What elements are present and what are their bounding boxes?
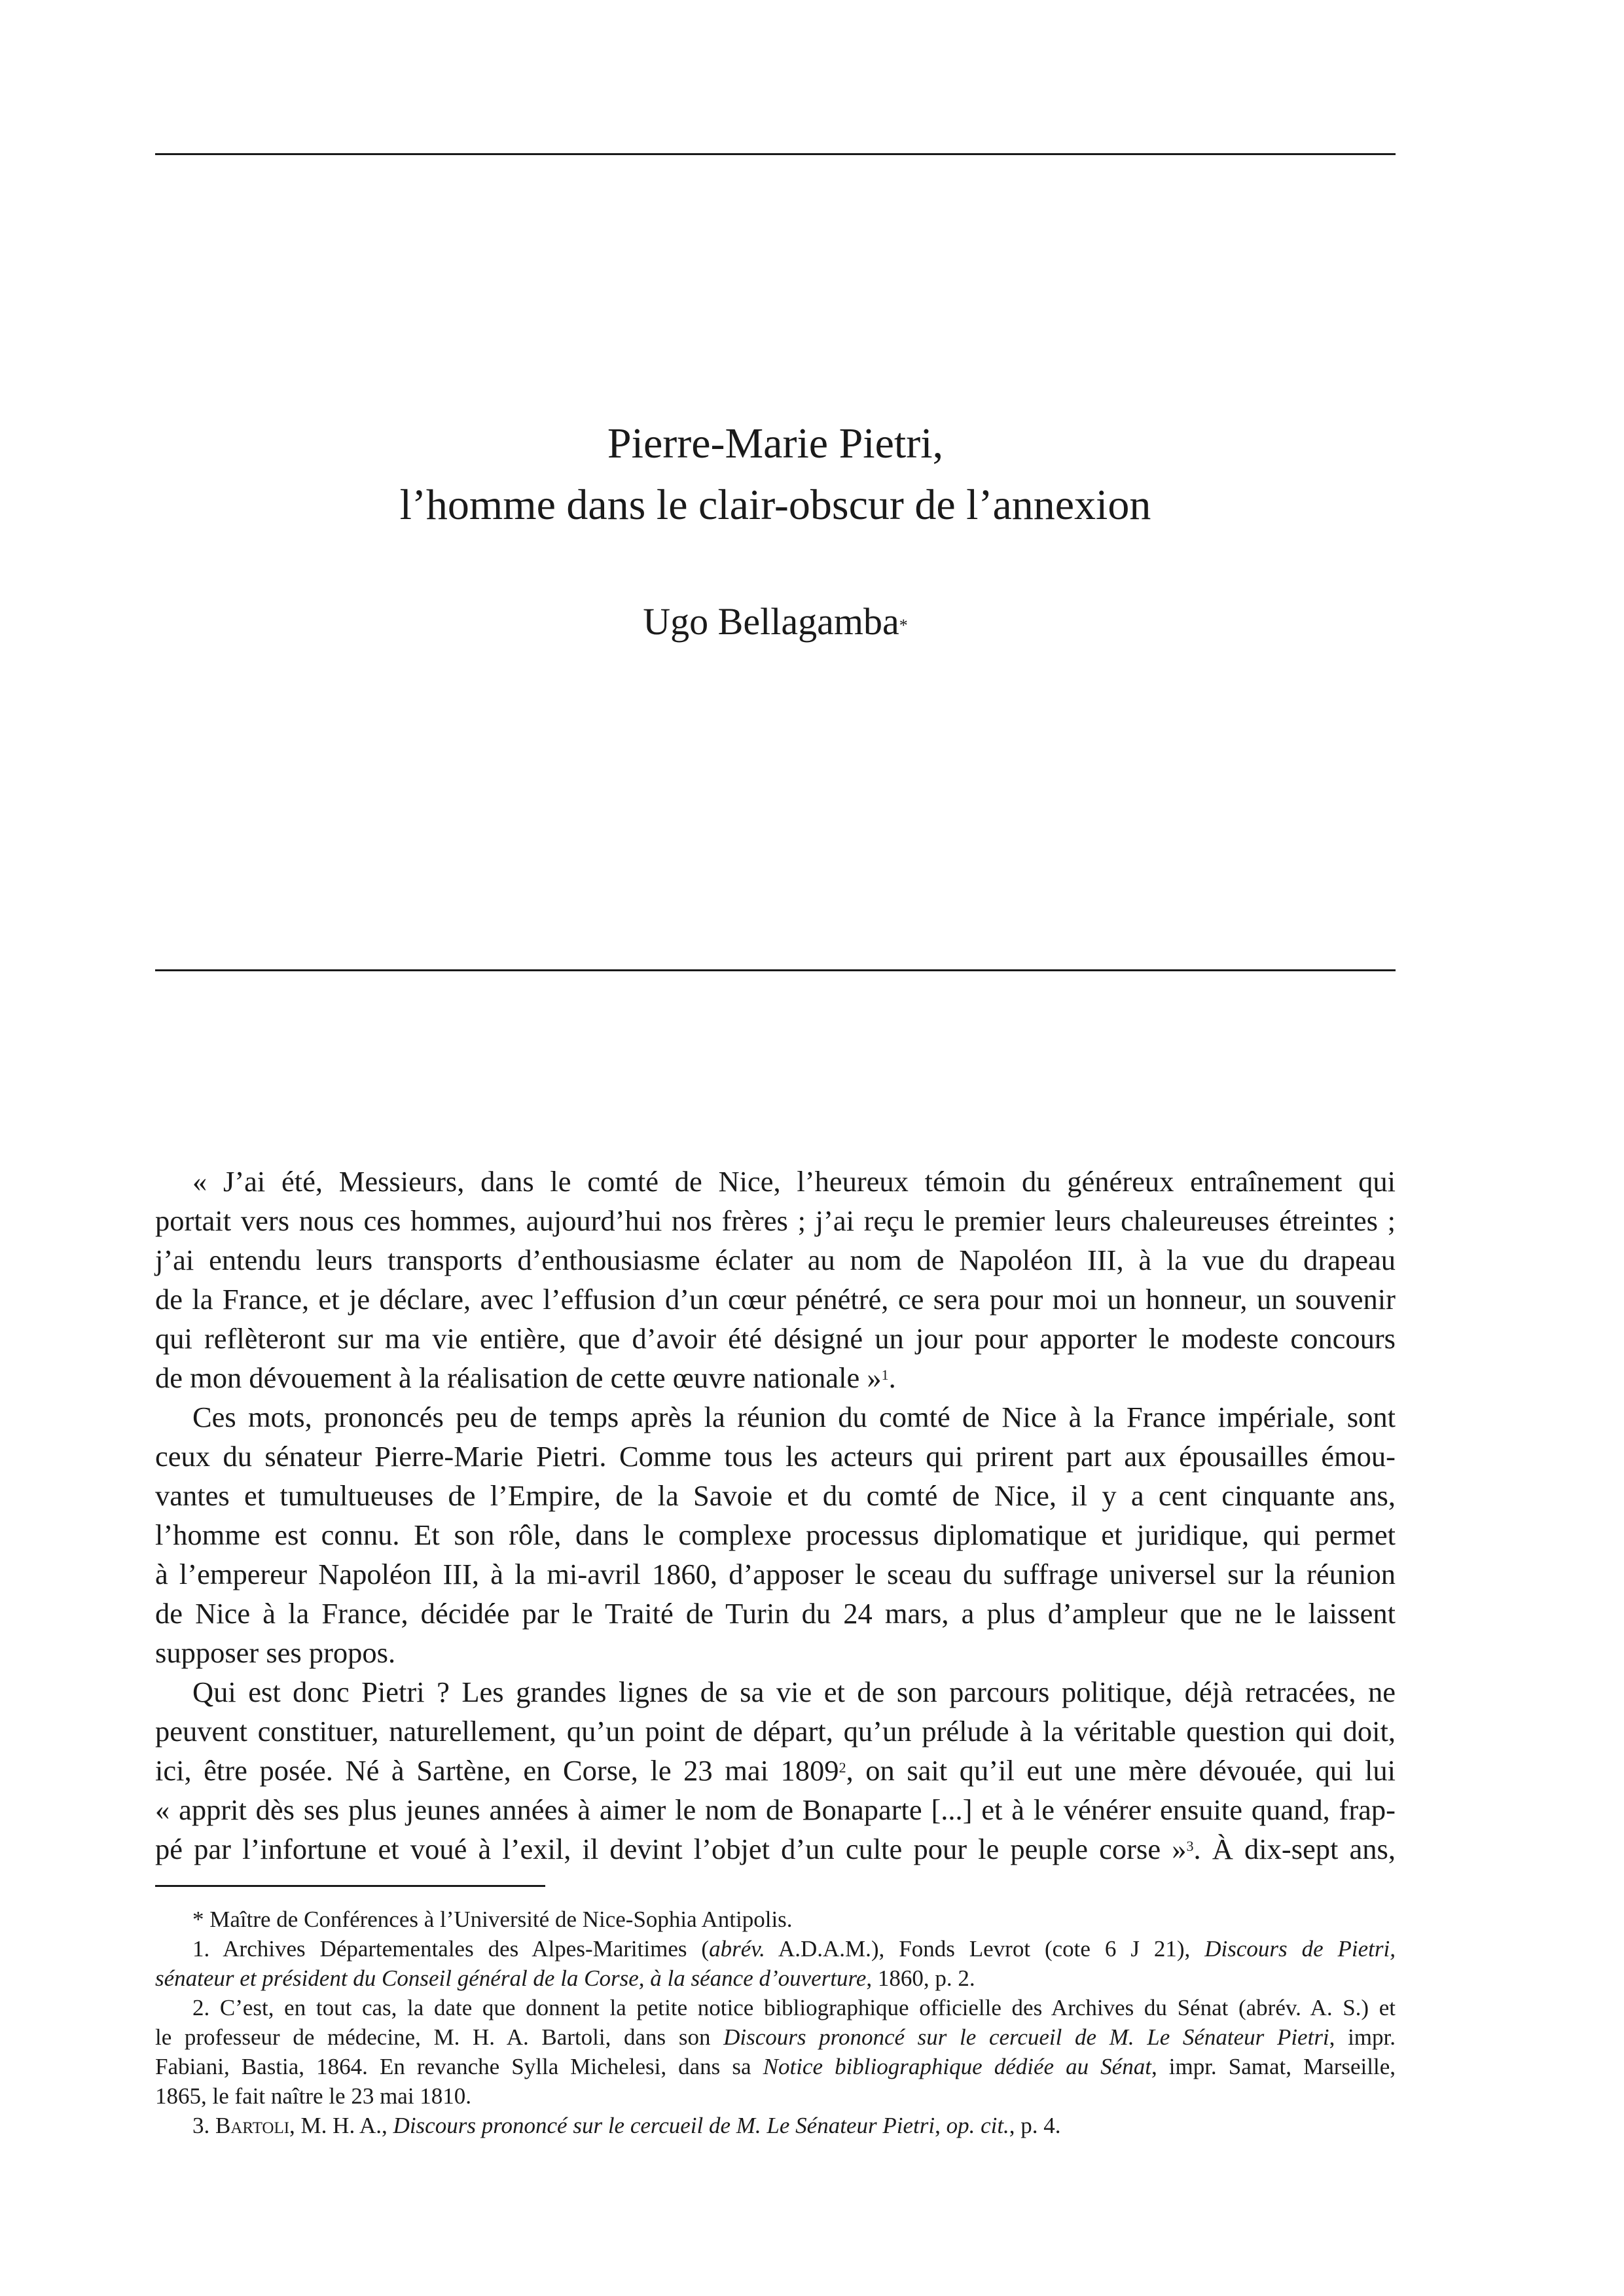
text-run: le professeur de médecine, M. H. A. Bartoli, dans son: [155, 2024, 724, 2050]
text-line: « apprit dès ses plus jeunes années à aimer le nom de Bonaparte [...] et à le vénérer ensuite quand, frap-: [155, 1793, 1396, 1826]
body-paragraph-3: [155, 1672, 1396, 1869]
footnote-3-line: [155, 2111, 1396, 2140]
text-run: Discours prononcé sur le cercueil de M. Le Sénateur Pietri: [393, 2113, 935, 2138]
author-footnote-mark: *: [899, 616, 908, 635]
section-rule: [155, 969, 1396, 971]
text-run: Discours prononcé sur le cercueil de M. Le Sénateur Pietri: [723, 2024, 1329, 2050]
text-line: qui reflèteront sur ma vie entière, que d’avoir été désigné un jour pour apporter le modeste concours: [155, 1322, 1396, 1355]
text-run: abrév.: [709, 1936, 765, 1962]
footnote-2-line: [155, 2052, 1396, 2081]
author-name: Ugo Bellagamba: [643, 600, 899, 643]
text-run: , impr. Samat, Marseille,: [1151, 2054, 1396, 2079]
text-line: [155, 1358, 1396, 1397]
text-line: l’homme est connu. Et son rôle, dans le complexe processus diplomatique et juridique, qui permet: [155, 1518, 1396, 1551]
text-line: vantes et tumultueuses de l’Empire, de la Savoie et du comté de Nice, il y a cent cinquante ans,: [155, 1479, 1396, 1512]
text-run: , M. H. A.,: [289, 2113, 393, 2138]
text-run: Bartoli: [215, 2113, 290, 2138]
footnote-2-line: 2. C’est, en tout cas, la date que donnent la petite notice bibliographique officielle des Archives du Sénat (abrév. A. S.) et: [192, 1995, 1396, 2020]
text-line: [155, 1751, 1396, 1790]
footnote-2-line: 1865, le fait naître le 23 mai 1810.: [155, 2083, 472, 2109]
footnotes: [155, 1905, 1396, 2140]
text-run: Fabiani, Bastia, 1864. En revanche Sylla Michelesi, dans sa: [155, 2054, 763, 2079]
body-paragraph-2: [155, 1397, 1396, 1672]
text-run: Notice bibliographique dédiée au Sénat: [763, 2054, 1151, 2079]
text-run: ,: [935, 2113, 947, 2138]
article-title-line-1: Pierre-Marie Pietri,: [607, 420, 944, 467]
header-rule: [155, 153, 1396, 155]
text-run: sénateur et président du Conseil général de la Corse, à la séance d’ouverture: [155, 1965, 867, 1991]
text-line: j’ai entendu leurs transports d’enthousiasme éclater au nom de Napoléon III, à la vue du drapeau: [155, 1244, 1396, 1276]
footnote-1-line: [155, 1934, 1396, 1964]
footnote-ref-3[interactable]: 3: [1186, 1838, 1194, 1854]
text-run: , on sait qu’il eut une mère dévouée, qui lui: [846, 1754, 1396, 1787]
footnote-separator: [155, 1885, 545, 1887]
text-run: . À dix-sept ans,: [1193, 1833, 1396, 1865]
text-line: à l’empereur Napoléon III, à la mi-avril 1860, d’apposer le sceau du suffrage universel sur la réunion: [155, 1558, 1396, 1590]
footnote-ref-2[interactable]: 2: [839, 1759, 846, 1776]
text-run: , 1860, p. 2.: [866, 1965, 975, 1991]
footnote-2-line: [155, 2022, 1396, 2052]
text-line: [155, 1829, 1396, 1869]
article-title-line-2: l’homme dans le clair-obscur de l’annexion: [399, 481, 1151, 529]
footnote-star: * Maître de Conférences à l’Université de Nice-Sophia Antipolis.: [192, 1907, 793, 1932]
text-run: pé par l’infortune et voué à l’exil, il devint l’objet d’un culte pour le peuple corse »: [155, 1833, 1187, 1865]
text-run: de mon dévouement à la réalisation de cette œuvre nationale »: [155, 1361, 882, 1394]
text-line: portait vers nous ces hommes, aujourd’hui nos frères ; j’ai reçu le premier leurs chaleureuses étreintes ;: [155, 1204, 1396, 1237]
text-line: peuvent constituer, naturellement, qu’un point de départ, qu’un prélude à la véritable question qui doit,: [155, 1715, 1396, 1748]
text-run: op. cit.: [946, 2113, 1009, 2138]
text-run: 3.: [192, 2113, 215, 2138]
text-run: , p. 4.: [1009, 2113, 1061, 2138]
text-line: de la France, et je déclare, avec l’effusion d’un cœur pénétré, ce sera pour moi un honneur, un souvenir: [155, 1283, 1396, 1316]
text-run: A.D.A.M.), Fonds Levrot (cote 6 J 21),: [765, 1936, 1205, 1962]
text-run: 1. Archives Départementales des Alpes-Maritimes (: [192, 1936, 710, 1962]
text-line: supposer ses propos.: [155, 1636, 396, 1669]
text-run: , impr.: [1329, 2024, 1396, 2050]
footnote-1-line: [155, 1964, 1396, 1993]
text-run: Discours de Pietri,: [1204, 1936, 1396, 1962]
text-run: ici, être posée. Né à Sartène, en Corse, le 23 mai 1809: [155, 1754, 839, 1787]
text-line: « J’ai été, Messieurs, dans le comté de Nice, l’heureux témoin du généreux entraînement qui: [192, 1165, 1396, 1198]
text-line: ceux du sénateur Pierre-Marie Pietri. Comme tous les acteurs qui prirent part aux épousailles émou-: [155, 1440, 1396, 1473]
text-line: Ces mots, prononcés peu de temps après la réunion du comté de Nice à la France impériale, sont: [192, 1401, 1396, 1433]
body-paragraph-1: [155, 1162, 1396, 1397]
author-byline: [155, 597, 1396, 647]
text-line: de Nice à la France, décidée par le Traité de Turin du 24 mars, a plus d’ampleur que ne le laissent: [155, 1597, 1396, 1630]
text-line: Qui est donc Pietri ? Les grandes lignes de sa vie et de son parcours politique, déjà retracées, ne: [192, 1676, 1396, 1708]
footnote-ref-1[interactable]: 1: [881, 1367, 889, 1383]
text-run: .: [888, 1361, 896, 1394]
